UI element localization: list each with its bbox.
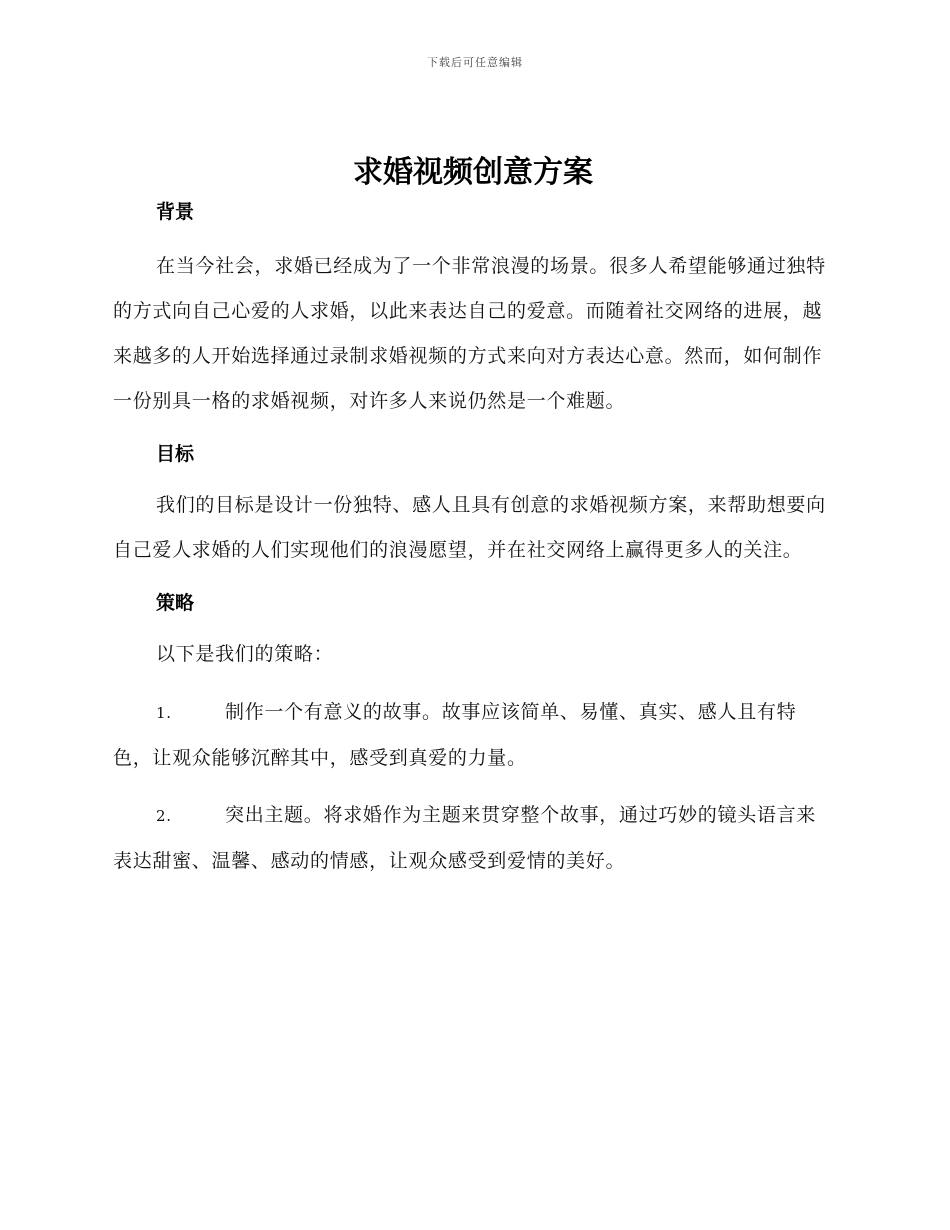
list-item-text: 制作一个有意义的故事。故事应该简单、易懂、真实、感人且有特色，让观众能够沉醉其中，感受到真爱的力量。	[113, 701, 797, 769]
background-paragraph: 在当今社会，求婚已经成为了一个非常浪漫的场景。很多人希望能够通过独特的方式向自己心爱的人求婚，以此来表达自己的爱意。而随着社交网络的进展，越来越多的人开始选择通过录制求婚视频的方式来向对方表达心意。然而，如何制作一份别具一格的求婚视频，对许多人来说仍然是一个难题。	[113, 255, 826, 412]
list-item-text: 突出主题。将求婚作为主题来贯穿整个故事，通过巧妙的镜头语言来表达甜蜜、温馨、感动的情感，让观众感受到爱情的美好。	[113, 804, 817, 872]
goal-paragraph: 我们的目标是设计一份独特、感人且具有创意的求婚视频方案，来帮助想要向自己爱人求婚的人们实现他们的浪漫愿望，并在社交网络上赢得更多人的关注。	[113, 494, 826, 561]
list-item	[113, 690, 833, 781]
section-heading-strategy: 策略	[156, 592, 195, 614]
list-item-number: 2.	[156, 807, 172, 825]
list-item-number: 1.	[156, 704, 172, 722]
section-heading-background: 背景	[156, 201, 195, 223]
document-body	[113, 150, 833, 884]
document-title: 求婚视频创意方案	[353, 155, 593, 190]
page-header-note: 下载后可任意编辑	[427, 56, 523, 69]
strategy-intro: 以下是我们的策略：	[156, 643, 334, 665]
list-item	[113, 793, 833, 884]
section-heading-goal: 目标	[156, 443, 195, 465]
